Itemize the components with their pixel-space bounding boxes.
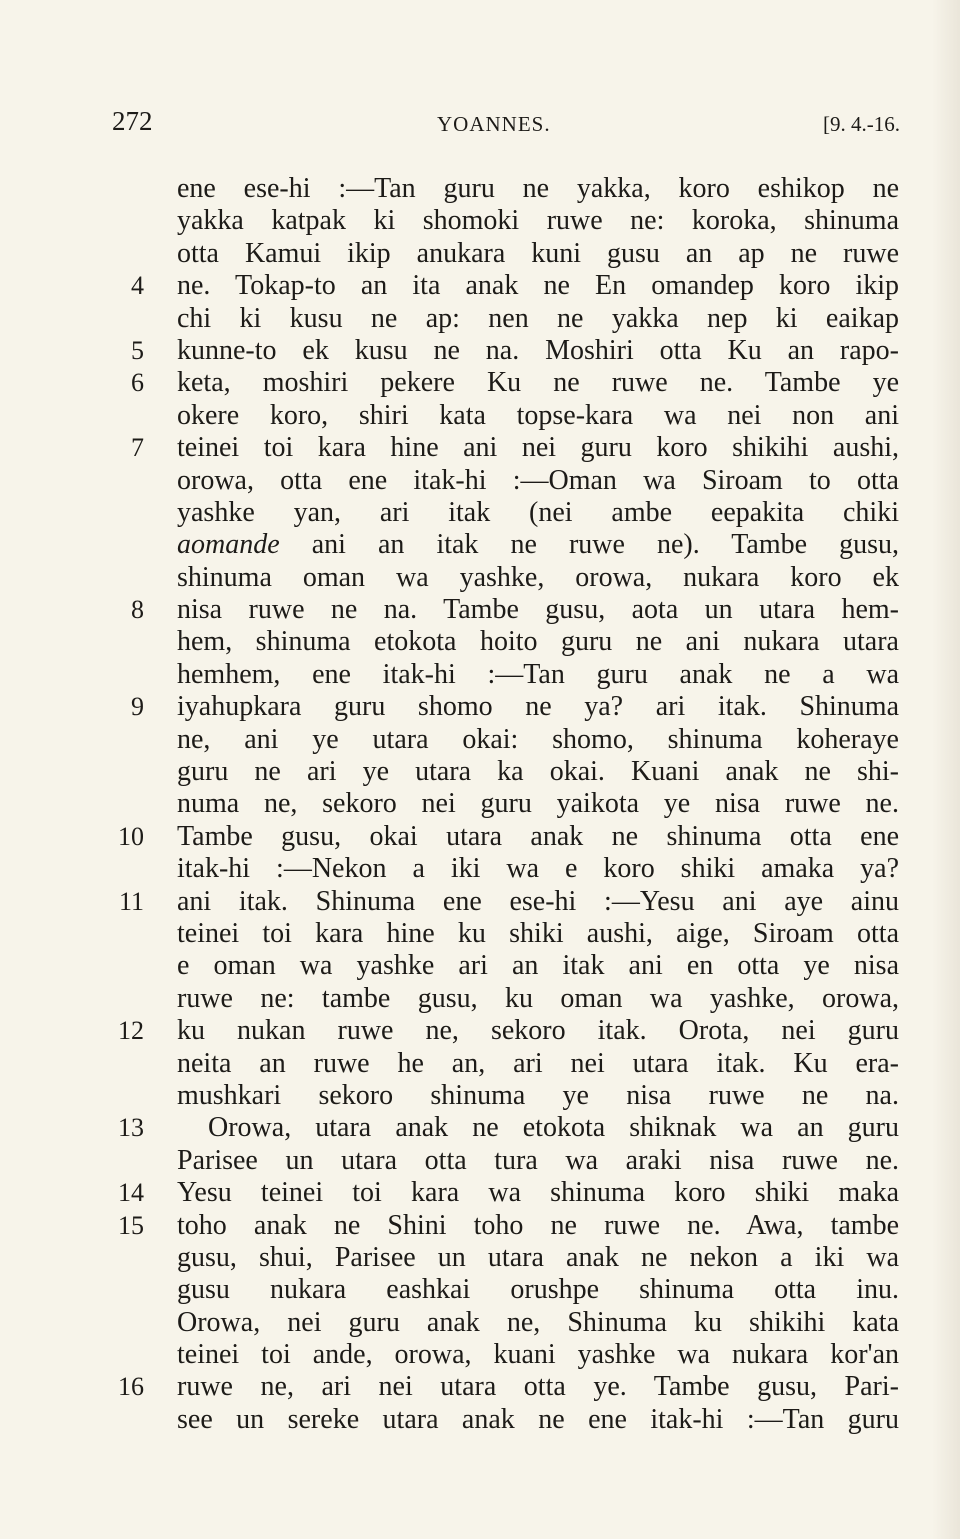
line-text: okere koro, shiri kata topse-kara wa nei non ani [177, 399, 899, 431]
verse-number: 7 [131, 433, 144, 463]
text-line [0, 335, 960, 367]
text-line [0, 270, 960, 302]
line-text: Tambe gusu, okai utara anak ne shinuma otta ene [177, 820, 899, 852]
text-line [0, 367, 960, 399]
verse-number: 4 [131, 271, 144, 301]
verse-number: 15 [118, 1210, 144, 1240]
line-text: e oman wa yashke ari an itak ani en otta ye nisa [177, 950, 899, 982]
text-line [0, 562, 960, 594]
verse-number: 13 [118, 1113, 144, 1143]
line-text: hemhem, ene itak-hi :—Tan guru anak ne a wa [177, 658, 899, 690]
text-line [0, 886, 960, 918]
text-line [0, 1112, 960, 1144]
verse-number: 14 [118, 1178, 144, 1208]
line-text: teinei toi kara hine ku shiki aushi, aige, Siroam otta [177, 917, 899, 949]
text-line [0, 1307, 960, 1339]
text-line [0, 626, 960, 658]
verse-number: 5 [131, 335, 144, 365]
text-line [0, 205, 960, 237]
text-line [0, 303, 960, 335]
text-line [0, 691, 960, 723]
body-text [0, 173, 960, 1436]
text-line [0, 432, 960, 464]
line-text: gusu nukara eashkai orushpe shinuma otta inu. [177, 1274, 899, 1306]
line-text: yakka katpak ki shomoki ruwe ne: koroka, shinuma [177, 205, 899, 237]
line-text: Parisee un utara otta tura wa araki nisa ruwe ne. [177, 1144, 899, 1176]
text-line [0, 1080, 960, 1112]
line-text: kunne-to ek kusu ne na. Moshiri otta Ku an rapo- [177, 334, 899, 366]
text-line [0, 1274, 960, 1306]
text-line [0, 1015, 960, 1047]
line-text: mushkari sekoro shinuma ye nisa ruwe ne na. [177, 1079, 899, 1111]
line-text: itak-hi :—Nekon a iki wa e koro shiki amaka ya? [177, 853, 899, 885]
page-number: 272 [112, 106, 153, 136]
line-text: ruwe ne, ari nei utara otta ye. Tambe gusu, Pari- [177, 1371, 899, 1403]
line-text: shinuma oman wa yashke, orowa, nukara koro ek [177, 561, 899, 593]
verse-number: 9 [131, 692, 144, 722]
line-text: ku nukan ruwe ne, sekoro itak. Orota, nei guru [177, 1015, 899, 1047]
text-line [0, 1177, 960, 1209]
verse-number: 16 [118, 1372, 144, 1402]
line-text: gusu, shui, Parisee un utara anak ne nekon a iki wa [177, 1241, 899, 1273]
line-text: ene ese-hi :—Tan guru ne yakka, koro eshikop ne [177, 173, 899, 204]
text-line [0, 594, 960, 626]
verse-number: 11 [118, 886, 144, 916]
verse-number: 12 [118, 1016, 144, 1046]
verse-number: 10 [118, 821, 144, 851]
text-line [0, 1404, 960, 1436]
running-title: YOANNES. [437, 112, 551, 136]
line-text: otta Kamui ikip anukara kuni gusu an ap ne ruwe [177, 237, 899, 269]
text-line [0, 788, 960, 820]
text-line [0, 173, 960, 205]
text-line [0, 724, 960, 756]
verse-number: 8 [131, 595, 144, 625]
line-text: aomande ani an itak ne ruwe ne). Tambe gusu, [177, 529, 899, 561]
line-text: ne. Tokap-to an ita anak ne En omandep koro ikip [177, 270, 899, 302]
text-line [0, 983, 960, 1015]
italic-word: aomande [177, 529, 280, 561]
line-text: teinei toi ande, orowa, kuani yashke wa nukara kor'an [177, 1339, 899, 1371]
line-text: yashke yan, ari itak (nei ambe eepakita chiki [177, 496, 899, 528]
text-line [0, 1339, 960, 1371]
text-line [0, 756, 960, 788]
line-text: Orowa, nei guru anak ne, Shinuma ku shikihi kata [177, 1306, 899, 1338]
text-line [0, 918, 960, 950]
text-line [0, 529, 960, 561]
text-line [0, 853, 960, 885]
text-line [0, 659, 960, 691]
line-text: orowa, otta ene itak-hi :—Oman wa Siroam to otta [177, 464, 899, 496]
line-text: hem, shinuma etokota hoito guru ne ani nukara utara [177, 626, 899, 658]
text-line [0, 1210, 960, 1242]
line-text: see un sereke utara anak ne ene itak-hi :—Tan guru [177, 1403, 899, 1435]
line-text: Yesu teinei toi kara wa shinuma koro shiki maka [177, 1177, 899, 1209]
line-text: neita an ruwe he an, ari nei utara itak. Ku era- [177, 1047, 899, 1079]
line-text: toho anak ne Shini toho ne ruwe ne. Awa, tambe [177, 1209, 899, 1241]
text-line [0, 238, 960, 270]
line-text: iyahupkara guru shomo ne ya? ari itak. Shinuma [177, 691, 899, 723]
text-line [0, 465, 960, 497]
verse-number: 6 [131, 368, 144, 398]
text-line [0, 821, 960, 853]
line-text: ani itak. Shinuma ene ese-hi :—Yesu ani aye ainu [177, 885, 899, 917]
line-text: keta, moshiri pekere Ku ne ruwe ne. Tambe ye [177, 367, 899, 399]
line-text: chi ki kusu ne ap: nen ne yakka nep ki eaikap [177, 302, 899, 334]
page-header [0, 106, 960, 146]
chapter-verse-reference: [9. 4.-16. [823, 112, 900, 136]
text-line [0, 1242, 960, 1274]
line-text: guru ne ari ye utara ka okai. Kuani anak ne shi- [177, 756, 899, 788]
text-line [0, 1145, 960, 1177]
text-line [0, 950, 960, 982]
line-text: teinei toi kara hine ani nei guru koro shikihi aushi, [177, 432, 899, 464]
line-text: numa ne, sekoro nei guru yaikota ye nisa ruwe ne. [177, 788, 899, 820]
line-text: nisa ruwe ne na. Tambe gusu, aota un utara hem- [177, 594, 899, 626]
line-text: ruwe ne: tambe gusu, ku oman wa yashke, orowa, [177, 982, 899, 1014]
text-line [0, 400, 960, 432]
text-line [0, 497, 960, 529]
text-line [0, 1371, 960, 1403]
text-line [0, 1048, 960, 1080]
line-text: ne, ani ye utara okai: shomo, shinuma koheraye [177, 723, 899, 755]
line-text: Orowa, utara anak ne etokota shiknak wa an guru [208, 1112, 899, 1144]
